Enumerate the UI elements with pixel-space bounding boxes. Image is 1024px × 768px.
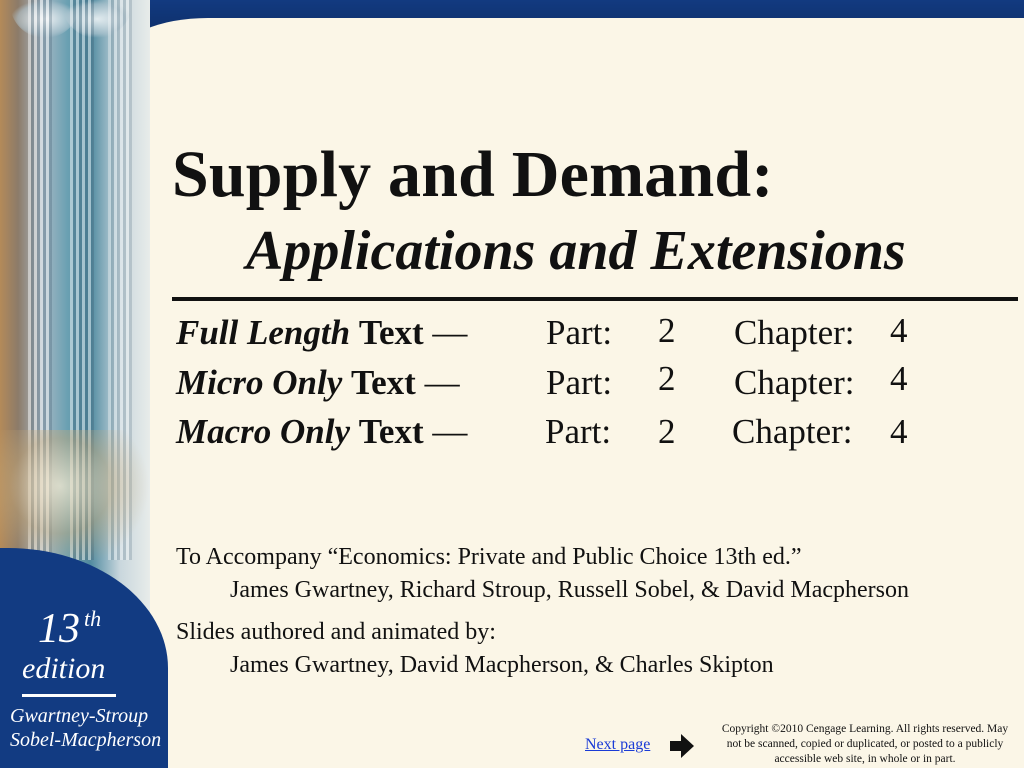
chapter-label: Chapter: <box>734 363 855 402</box>
next-page-link[interactable]: Next page <box>585 736 651 753</box>
slides-credit-authors: James Gwartney, David Macpherson, & Charles Skipton <box>230 652 774 678</box>
edition-authors-line1: Gwartney-Stroup <box>10 705 149 727</box>
edition-divider <box>22 694 116 697</box>
title-divider <box>172 297 1018 301</box>
edition-word: edition <box>22 652 106 685</box>
dash: — <box>432 313 468 352</box>
part-label: Part: <box>546 313 613 352</box>
edition-row-macro-only <box>176 412 908 451</box>
slide-subtitle: Applications and Extensions <box>246 220 906 282</box>
dash: — <box>424 363 460 402</box>
chapter-label: Chapter: <box>732 412 853 451</box>
part-number: 2 <box>658 412 676 451</box>
edition-name: Full Length <box>176 313 351 352</box>
dash: — <box>432 412 468 451</box>
edition-name: Macro Only <box>176 412 351 451</box>
chapter-label: Chapter: <box>734 313 855 352</box>
edition-name: Micro Only <box>176 363 343 402</box>
edition-row-full-length <box>176 311 908 352</box>
edition-suffix: th <box>84 606 102 631</box>
chapter-number: 4 <box>890 311 908 350</box>
text-word: Text <box>358 412 424 451</box>
part-number: 2 <box>658 311 676 350</box>
part-label: Part: <box>546 363 613 402</box>
chapter-number: 4 <box>890 412 908 451</box>
slide-title: Supply and Demand: <box>172 138 774 211</box>
right-arrow-icon[interactable] <box>668 732 696 760</box>
text-word: Text <box>351 363 416 402</box>
slides-credit-line: Slides authored and animated by: <box>176 619 496 645</box>
accompany-line: To Accompany “Economics: Private and Public Choice 13th ed.” <box>176 544 802 570</box>
chapter-number: 4 <box>890 359 908 398</box>
part-label: Part: <box>545 412 612 451</box>
edition-authors-line2: Sobel-Macpherson <box>10 729 162 751</box>
part-number: 2 <box>658 359 676 398</box>
edition-row-micro-only <box>176 359 908 402</box>
text-word: Text <box>358 313 424 352</box>
accompany-authors: James Gwartney, Richard Stroup, Russell Sobel, & David Macpherson <box>230 577 909 603</box>
edition-number: 13 <box>38 606 80 652</box>
copyright-notice: Copyright ©2010 Cengage Learning. All rights reserved. May not be scanned, copied or duplicated, or posted to a publicly accessible web site, in whole or in part. <box>721 723 1009 765</box>
